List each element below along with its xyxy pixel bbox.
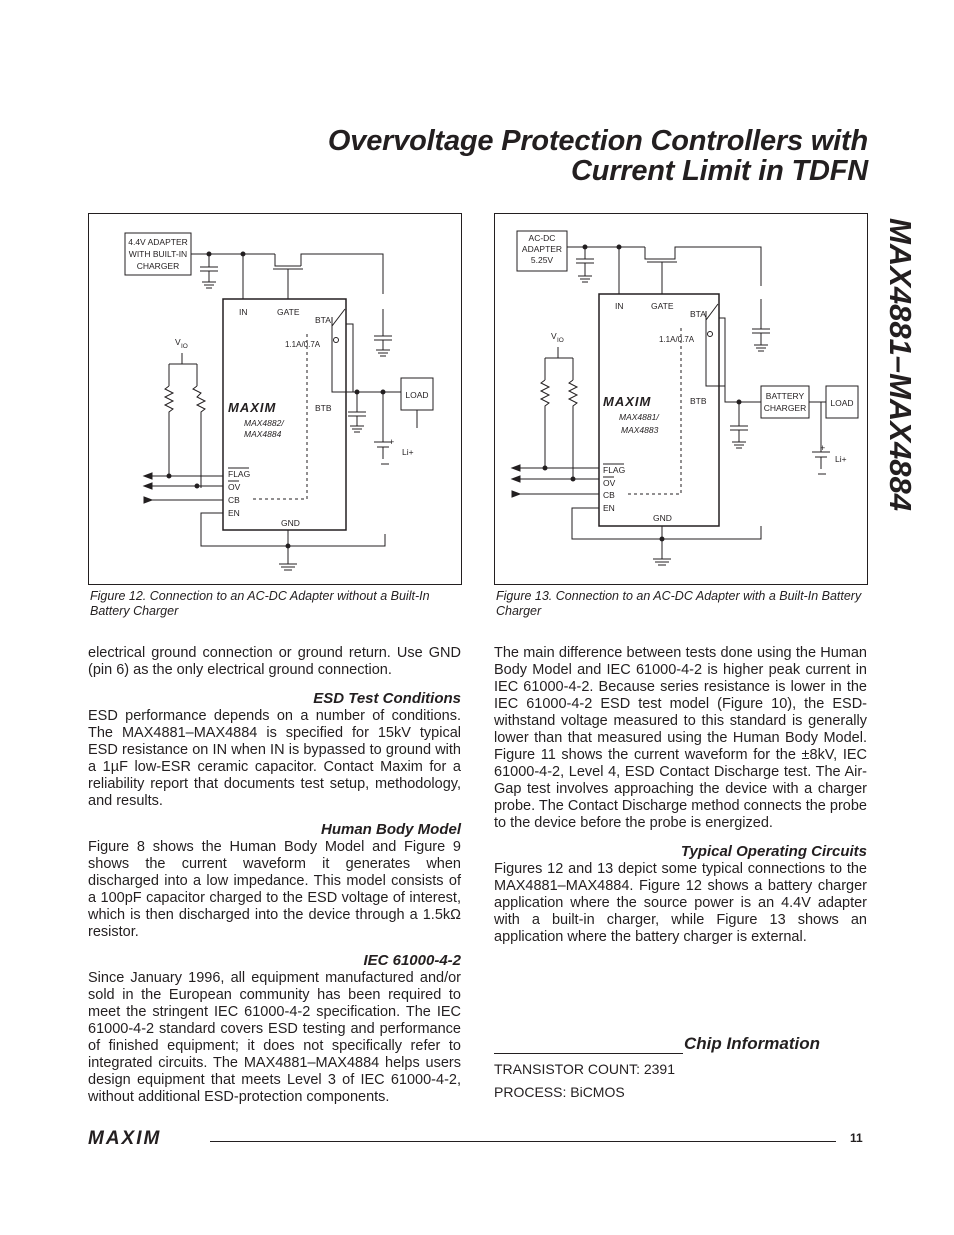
page-number: 11 (850, 1131, 863, 1145)
switch-contact (334, 338, 339, 343)
battery-symbol (812, 452, 830, 474)
footer-rule (210, 1141, 836, 1142)
pin-gnd: GND (281, 518, 300, 528)
load-label: LOAD (405, 390, 429, 400)
toc-paragraph: Figures 12 and 13 depict some typical connections to the MAX4881–MAX4884. Figure 12 shows a battery charger application where the source power is an 4.4V adapter with a built-in charger, while Figure 13 shows an application where the battery charger is external. (494, 861, 867, 945)
chip-info-title: Chip Information (684, 1034, 820, 1053)
pin-ov: OV (603, 478, 616, 488)
part-line-2: MAX4883 (621, 425, 659, 435)
bta-wire (719, 318, 725, 386)
title-line-2: Current Limit in TDFN (570, 155, 868, 187)
right-column (494, 645, 867, 946)
intro-paragraph: electrical ground connection or ground return. Use GND (pin 6) as the only electrical ground connection. (88, 645, 461, 678)
pin-bta: BTA (690, 309, 706, 319)
btb-wire (706, 320, 725, 386)
hbm-heading: Human Body Model (320, 821, 461, 838)
charger-line-1: BATTERY (765, 391, 805, 401)
figure-13 (494, 213, 868, 585)
output-arrows (512, 465, 520, 482)
vio-subscript: IO (181, 343, 188, 350)
battery-plus: + (389, 437, 395, 447)
iec-paragraph: Since January 1996, all equipment manufactured and/or sold in the European community has been required to meet the stringent IEC 61000-4-2 specification. The IEC 61000-4-2 standard covers ESD testing and performance of finished equipment; it does not specifically refer to integrated circuits. The MAX4881–MAX4884 helps users design equipment that meets Level 3 of IEC 61000-4-2, without additional ESD-protection components. (88, 970, 461, 1105)
source-line-3: 5.25V (530, 255, 554, 265)
toc-heading: Typical Operating Circuits (680, 843, 867, 860)
pin-flag: FLAG (603, 465, 626, 475)
pin-flag: FLAG (228, 469, 251, 479)
transistor-count: TRANSISTOR COUNT: 2391 (494, 1061, 676, 1077)
side-part-title (878, 216, 926, 546)
input-cap-symbol (200, 254, 218, 288)
figure-13-caption: Figure 13. Connection to an AC-DC Adapter with a Built-In Battery Charger (496, 589, 862, 618)
battery-label: Li+ (402, 447, 414, 457)
charger-line-2: CHARGER (763, 403, 807, 413)
pin-cb: CB (603, 490, 615, 500)
part-line-1: MAX4882/ (244, 418, 284, 428)
dashed-control (250, 334, 307, 499)
junction-dot (286, 544, 290, 548)
charger-wire (725, 386, 761, 402)
junction-dot (207, 252, 211, 256)
source-line-3: CHARGER (136, 261, 180, 271)
pin-gate: GATE (651, 301, 674, 311)
hbm-paragraph: Figure 8 shows the Human Body Model and Figure 9 shows the current waveform it generates when discharged into a low impedance. This model consists of a 100pF capacitor charged to the ESD voltage of interest, which is then discharged into the device through a 1.5kΩ resistor. (88, 839, 461, 940)
current-limit-label: 1.1A/0.7A (659, 335, 695, 344)
maxim-logo (88, 1129, 200, 1147)
pin-in: IN (239, 307, 248, 317)
pin-en: EN (228, 508, 240, 518)
figure-12-caption: Figure 12. Connection to an AC-DC Adapter without a Built-In Battery Charger (90, 589, 430, 618)
output-cap-symbol (752, 299, 770, 351)
source-line-1: 4.4V ADAPTER (128, 237, 188, 247)
part-line-1: MAX4881/ (619, 412, 659, 422)
pin-en: EN (603, 503, 615, 513)
pin-cb: CB (228, 495, 240, 505)
vio-label: V (175, 337, 181, 347)
pin-btb: BTB (315, 403, 332, 413)
vio-wire (169, 353, 197, 386)
iec-heading: IEC 61000-4-2 (363, 952, 461, 969)
mosfet-wire (275, 254, 383, 294)
pin-gnd: GND (653, 513, 672, 523)
title-line-1: Overvoltage Protection Controllers with (327, 125, 868, 157)
input-arrow (144, 497, 152, 503)
switch-line (706, 304, 718, 320)
source-line-2: ADAPTER (521, 244, 563, 254)
page-title (328, 126, 868, 186)
left-column (88, 645, 461, 1106)
esd-paragraph: ESD performance depends on a number of conditions. The MAX4881–MAX4884 is specified for 15kV typical ESD resistance on IN when IN is bypassed to ground with a 1µF low-ESR ceramic capacitor. Contact Maxim for a reliability report that documents test setup, methodology, and results. (88, 708, 461, 809)
diff-paragraph: The main difference between tests done using the Human Body Model and IEC 61000-4-2 is higher peak current in IEC 61000-4-2. Because series resistance is lower in the IEC 61000-4-2 ESD test model (Figure 10), the ESD-withstand voltage measured to this standard is generally lower than that measured using the Human Body Model. Figure 11 shows the current waveform for the ±8kV, IEC 61000-4-2, Level 4, ESD Contact Discharge test. The Air-Gap test involves approaching the device with a charger probe. The Contact Discharge method connects the probe to the device before the probe is energized. (494, 645, 867, 831)
esd-heading: ESD Test Conditions (313, 690, 461, 707)
maxim-logo-text: MAXIM (88, 1129, 162, 1147)
pin-bta: BTA (315, 315, 331, 325)
input-cap-symbol (576, 247, 594, 282)
bta-wire (346, 324, 353, 392)
btb-cap-symbol (730, 402, 748, 448)
pin-ov: OV (228, 482, 241, 492)
switch-line (332, 309, 345, 326)
part-line-2: MAX4884 (244, 429, 282, 439)
source-line-1: AC-DC (528, 233, 556, 243)
output-arrows (144, 473, 152, 489)
dashed-control (625, 328, 681, 494)
figure-12 (88, 213, 462, 585)
process: PROCESS: BiCMOS (494, 1084, 625, 1100)
vio-subscript: IO (557, 337, 564, 344)
switch-contact (708, 332, 713, 337)
input-arrow (512, 491, 520, 497)
battery-symbol (374, 392, 395, 464)
maxim-logo-chip: MAXIM (228, 400, 277, 415)
ic-body (599, 294, 719, 526)
side-title-text: MAX4881–MAX4884 (883, 218, 918, 511)
load-label: LOAD (830, 398, 854, 408)
btb-cap-symbol (348, 392, 366, 432)
junction-dot (660, 537, 664, 541)
pin-gate: GATE (277, 307, 300, 317)
pin-in: IN (615, 301, 624, 311)
source-line-2: WITH BUILT-IN (128, 249, 188, 259)
pullup-resistors (165, 386, 205, 488)
vio-label: V (551, 331, 557, 341)
pullup-resistors (541, 380, 577, 480)
heading-rule (494, 1053, 683, 1054)
output-cap-symbol (374, 309, 392, 356)
gnd-symbol (279, 530, 297, 570)
current-limit-label: 1.1A/0.7A (285, 340, 321, 349)
battery-label: Li+ (835, 454, 847, 464)
battery-plus: + (820, 443, 826, 453)
chip-info-heading (494, 1034, 864, 1056)
pin-btb: BTB (690, 396, 707, 406)
mosfet-gate (647, 262, 677, 294)
maxim-logo-chip: MAXIM (603, 394, 652, 409)
gnd-symbol (653, 526, 671, 565)
btb-wire (332, 326, 351, 392)
vio-wire (545, 347, 573, 380)
mosfet-gate (273, 269, 303, 299)
